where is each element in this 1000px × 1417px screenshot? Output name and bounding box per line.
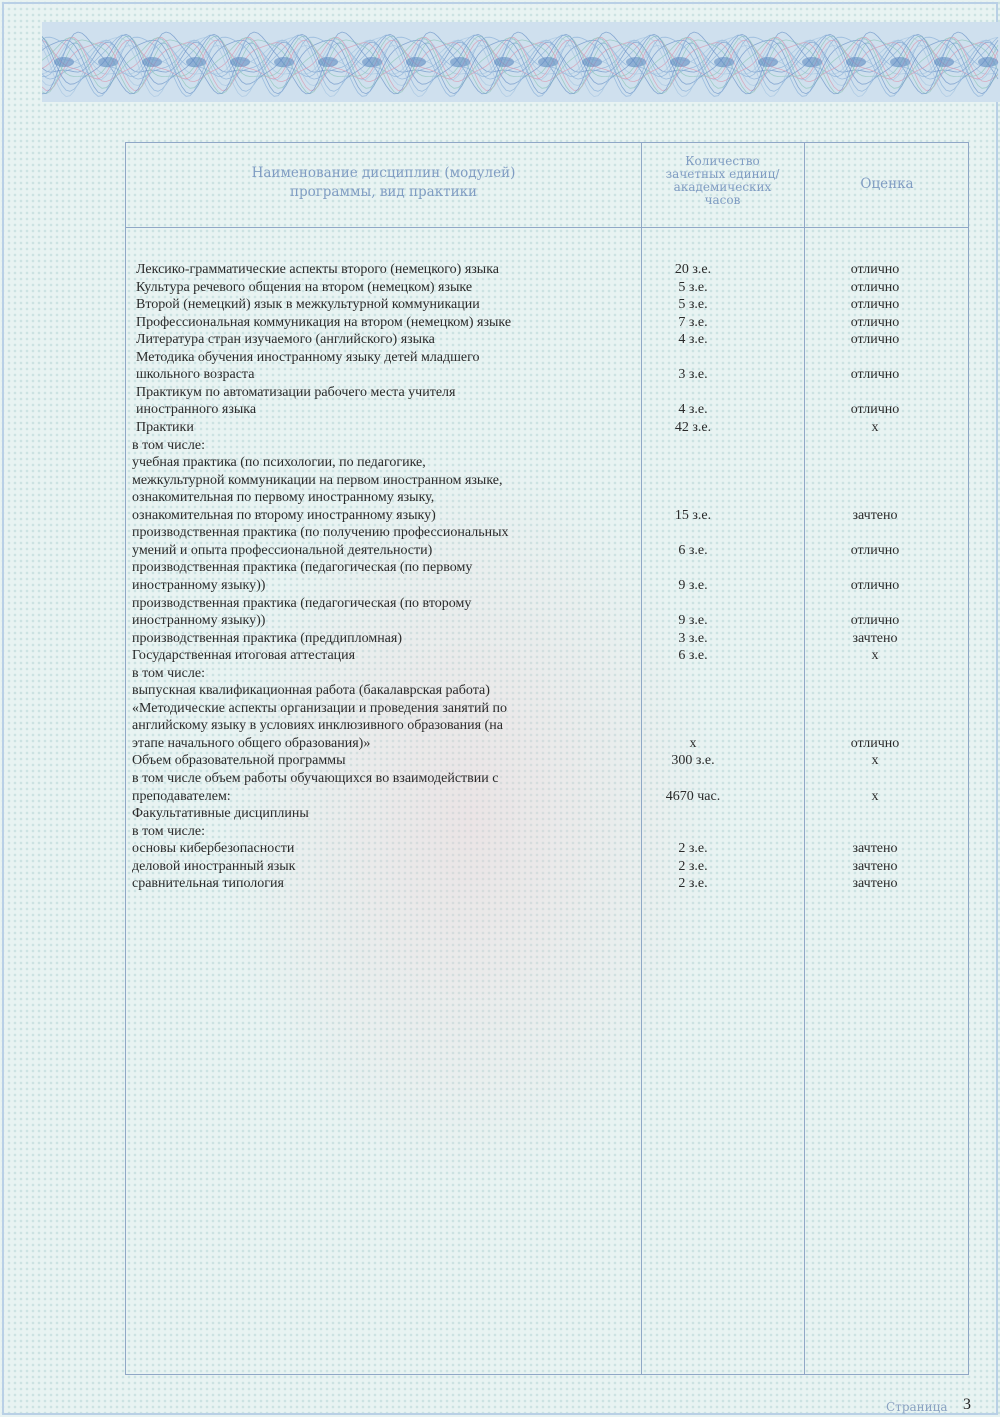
discipline-name: иностранному языку)) [132, 577, 266, 593]
discipline-name: производственная практика (по получению профессиональных [132, 525, 509, 541]
table-row [0, 454, 1000, 471]
page-number: 3 [963, 1396, 971, 1413]
discipline-name: иностранному языку)) [132, 613, 266, 628]
grade-value: отлично [850, 332, 900, 348]
discipline-name: Культура речевого общения на втором (немецком) языке [136, 279, 473, 295]
discipline-name: Факультативные дисциплины [132, 806, 309, 822]
table-row [0, 630, 1000, 647]
grade-value: отлично [850, 577, 900, 593]
discipline-name: Государственная итоговая аттестация [132, 648, 356, 664]
table-row [0, 823, 1000, 840]
guilloche-eye [802, 57, 822, 67]
discipline-name: Методика обучения иностранному языку детей младшего [136, 349, 480, 365]
credit-units: 7 з.е. [678, 314, 708, 330]
table-row [0, 314, 1000, 331]
discipline-name: английскому языку в условиях инклюзивного образования (на [132, 718, 503, 734]
credit-units: 9 з.е. [678, 577, 708, 593]
credit-units: 5 з.е. [678, 279, 708, 295]
guilloche-eye [758, 57, 778, 67]
table-row [0, 437, 1000, 454]
table-row [0, 717, 1000, 734]
grade-value: отлично [850, 542, 900, 558]
header-units [641, 155, 804, 207]
credit-units: 4670 час. [665, 788, 721, 804]
table-row [0, 770, 1000, 787]
grade-value: зачтено [852, 858, 898, 874]
discipline-name: Объем образовательной программы [132, 753, 346, 769]
grade-value: отлично [850, 314, 900, 330]
grade-value: х [871, 753, 879, 769]
grade-value: отлично [850, 613, 900, 628]
discipline-name: ознакомительная по второму иностранному языку) [132, 507, 436, 523]
credit-units: 6 з.е. [678, 542, 708, 558]
guilloche-eye [406, 57, 426, 67]
header-discipline [126, 164, 641, 202]
guilloche-eye [582, 57, 602, 67]
guilloche-eye [318, 57, 338, 67]
credit-units: 3 з.е. [678, 630, 708, 646]
table-row [0, 331, 1000, 348]
guilloche-eye [450, 57, 470, 67]
discipline-name: Практикум по автоматизации рабочего места учителя [136, 384, 456, 400]
table-row [0, 840, 1000, 857]
discipline-name: в том числе: [132, 823, 205, 839]
grade-value: х [871, 788, 879, 804]
table-row [0, 788, 1000, 805]
guilloche-eye [890, 57, 910, 67]
discipline-name: преподавателем: [132, 788, 231, 804]
discipline-name: этапе начального общего образования)» [132, 735, 371, 751]
table-row [0, 595, 1000, 612]
table-row [0, 735, 1000, 752]
credit-units: 20 з.е. [674, 262, 712, 277]
credit-units: 5 з.е. [678, 297, 708, 313]
credit-units: 9 з.е. [678, 613, 708, 628]
guilloche-eye [494, 57, 514, 67]
table-row [0, 261, 1000, 278]
credit-units: 4 з.е. [678, 402, 708, 418]
table-row [0, 805, 1000, 822]
discipline-name: Практики [136, 420, 194, 435]
discipline-name: производственная практика (педагогическая (по второму [132, 595, 472, 611]
header-units-line-2: зачетных единиц/ [665, 167, 780, 181]
discipline-name: в том числе: [132, 665, 205, 681]
table-row [0, 524, 1000, 541]
table-row [0, 384, 1000, 401]
table-row [0, 700, 1000, 717]
discipline-name: Профессиональная коммуникация на втором (немецком) языке [136, 314, 512, 330]
table-row [0, 559, 1000, 576]
discipline-name: Второй (немецкий) язык в межкультурной коммуникации [136, 297, 480, 313]
discipline-name: основы кибербезопасности [132, 841, 295, 857]
grade-value: отлично [850, 402, 900, 418]
discipline-name: выпускная квалификационная работа (бакалаврская работа) [132, 683, 490, 699]
header-divider [126, 227, 968, 228]
header-units-line-1: Количество [685, 154, 760, 168]
grade-value: отлично [850, 279, 900, 295]
table-row [0, 349, 1000, 366]
table-row [0, 875, 1000, 892]
table-row [0, 401, 1000, 418]
grade-value: отлично [850, 735, 900, 751]
guilloche-eye [274, 57, 294, 67]
discipline-name: умений и опыта профессиональной деятельности) [132, 542, 433, 558]
table-row [0, 279, 1000, 296]
guilloche-eye [362, 57, 382, 67]
grade-value: зачтено [852, 630, 898, 646]
table-row [0, 507, 1000, 524]
header-discipline-line-2: программы, вид практики [289, 184, 478, 200]
grade-value: зачтено [852, 876, 898, 892]
discipline-name: Литература стран изучаемого (английского) языка [136, 332, 435, 348]
discipline-name: школьного возраста [136, 367, 255, 383]
credit-units: 42 з.е. [674, 420, 712, 435]
credit-units: х [689, 735, 697, 751]
discipline-name: «Методические аспекты организации и проведения занятий по [132, 700, 507, 716]
header-units-line-3: академических [673, 180, 772, 194]
guilloche-ornament [42, 22, 1000, 102]
discipline-name: деловой иностранный язык [132, 858, 296, 874]
credit-units: 2 з.е. [678, 876, 708, 892]
table-row [0, 858, 1000, 875]
table-row [0, 489, 1000, 506]
guilloche-eye [54, 57, 74, 67]
guilloche-eye [230, 57, 250, 67]
table-row [0, 752, 1000, 769]
table-row [0, 665, 1000, 682]
table-row [0, 366, 1000, 383]
guilloche-eye [186, 57, 206, 67]
guilloche-eye [978, 57, 998, 67]
credit-units: 15 з.е. [674, 507, 712, 523]
credit-units: 300 з.е. [671, 753, 715, 769]
grade-value: х [871, 648, 879, 664]
table-row [0, 612, 1000, 629]
table-row [0, 296, 1000, 313]
guilloche-eye [98, 57, 118, 67]
guilloche-eye [934, 57, 954, 67]
table-row [0, 419, 1000, 436]
guilloche-eye [714, 57, 734, 67]
discipline-name: учебная практика (по психологии, по педагогике, [132, 455, 426, 471]
guilloche-eye [626, 57, 646, 67]
discipline-name: ознакомительная по первому иностранному языку, [132, 490, 435, 506]
table-row [0, 647, 1000, 664]
credit-units: 6 з.е. [678, 648, 708, 664]
table-row [0, 542, 1000, 559]
guilloche-eye [846, 57, 866, 67]
discipline-name: производственная практика (педагогическая (по первому [132, 560, 473, 576]
discipline-name: Лексико-грамматические аспекты второго (немецкого) языка [136, 262, 500, 277]
header-grade: Оценка [860, 176, 914, 192]
table-row [0, 577, 1000, 594]
discipline-name: иностранного языка [136, 402, 257, 418]
header-units-line-4: часов [704, 193, 741, 207]
guilloche-eye [538, 57, 558, 67]
credit-units: 4 з.е. [678, 332, 708, 348]
table-row [0, 472, 1000, 489]
discipline-name: в том числе объем работы обучающихся во взаимодействии с [132, 771, 499, 786]
discipline-name: в том числе: [132, 437, 205, 453]
guilloche-eye [670, 57, 690, 67]
grade-value: зачтено [852, 507, 898, 523]
discipline-name: межкультурной коммуникации на первом иностранном языке, [132, 472, 503, 488]
grade-value: отлично [850, 367, 900, 383]
discipline-name: производственная практика (преддипломная) [132, 630, 402, 646]
grade-value: х [871, 420, 879, 435]
guilloche-eye [142, 57, 162, 67]
grade-value: зачтено [852, 841, 898, 857]
discipline-name: сравнительная типология [132, 876, 284, 892]
grade-value: отлично [850, 297, 900, 313]
table-row [0, 682, 1000, 699]
page-label: Страница [886, 1400, 948, 1414]
credit-units: 2 з.е. [678, 858, 708, 874]
credit-units: 3 з.е. [678, 367, 708, 383]
grade-value: отлично [850, 262, 900, 277]
credit-units: 2 з.е. [678, 841, 708, 857]
header-discipline-line-1: Наименование дисциплин (модулей) [251, 165, 516, 181]
